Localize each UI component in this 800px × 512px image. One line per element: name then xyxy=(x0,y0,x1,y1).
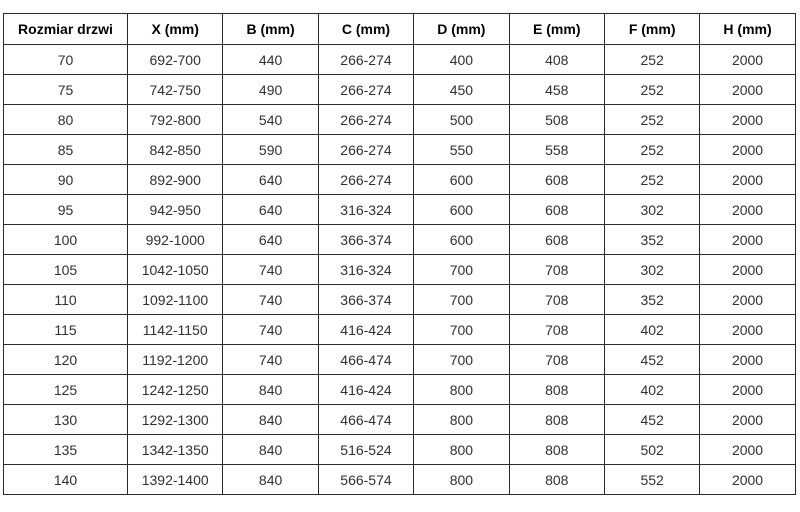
table-row xyxy=(4,105,796,135)
table-cell: 452 xyxy=(604,405,699,435)
table-cell: 302 xyxy=(604,255,699,285)
table-cell: 252 xyxy=(604,75,699,105)
table-cell: 105 xyxy=(4,255,128,285)
table-cell: 130 xyxy=(4,405,128,435)
table-cell: 1042-1050 xyxy=(128,255,223,285)
table-cell: 942-950 xyxy=(128,195,223,225)
table-body xyxy=(4,45,796,495)
column-header: Rozmiar drzwi xyxy=(4,14,128,45)
table-cell: 892-900 xyxy=(128,165,223,195)
table-cell: 840 xyxy=(223,405,318,435)
table-cell: 740 xyxy=(223,345,318,375)
table-cell: 550 xyxy=(414,135,509,165)
table-cell: 90 xyxy=(4,165,128,195)
column-header: C (mm) xyxy=(318,14,413,45)
table-cell: 600 xyxy=(414,165,509,195)
table-cell: 608 xyxy=(509,225,604,255)
table-cell: 1092-1100 xyxy=(128,285,223,315)
table-row xyxy=(4,315,796,345)
table-cell: 840 xyxy=(223,375,318,405)
table-cell: 808 xyxy=(509,465,604,495)
table-cell: 2000 xyxy=(700,105,795,135)
table-cell: 140 xyxy=(4,465,128,495)
table-cell: 125 xyxy=(4,375,128,405)
table-row xyxy=(4,195,796,225)
table-cell: 808 xyxy=(509,435,604,465)
column-header: H (mm) xyxy=(700,14,795,45)
table-cell: 508 xyxy=(509,105,604,135)
size-table xyxy=(3,13,796,495)
table-cell: 608 xyxy=(509,195,604,225)
table-cell: 2000 xyxy=(700,135,795,165)
table-cell: 552 xyxy=(604,465,699,495)
table-cell: 608 xyxy=(509,165,604,195)
table-row xyxy=(4,255,796,285)
table-cell: 692-700 xyxy=(128,45,223,75)
table-cell: 75 xyxy=(4,75,128,105)
table-cell: 402 xyxy=(604,375,699,405)
table-cell: 566-574 xyxy=(318,465,413,495)
table-cell: 302 xyxy=(604,195,699,225)
table-cell: 500 xyxy=(414,105,509,135)
table-cell: 252 xyxy=(604,135,699,165)
table-cell: 842-850 xyxy=(128,135,223,165)
table-header xyxy=(4,14,796,45)
table-cell: 740 xyxy=(223,285,318,315)
table-cell: 502 xyxy=(604,435,699,465)
table-cell: 266-274 xyxy=(318,105,413,135)
table-row xyxy=(4,345,796,375)
table-cell: 352 xyxy=(604,285,699,315)
table-cell: 600 xyxy=(414,195,509,225)
table-cell: 516-524 xyxy=(318,435,413,465)
table-cell: 800 xyxy=(414,465,509,495)
table-cell: 316-324 xyxy=(318,195,413,225)
table-cell: 1142-1150 xyxy=(128,315,223,345)
table-row xyxy=(4,45,796,75)
table-row xyxy=(4,465,796,495)
table-cell: 540 xyxy=(223,105,318,135)
table-cell: 2000 xyxy=(700,225,795,255)
table-cell: 640 xyxy=(223,225,318,255)
table-cell: 100 xyxy=(4,225,128,255)
table-cell: 2000 xyxy=(700,195,795,225)
table-cell: 452 xyxy=(604,345,699,375)
table-cell: 85 xyxy=(4,135,128,165)
table-cell: 1192-1200 xyxy=(128,345,223,375)
table-cell: 266-274 xyxy=(318,75,413,105)
table-cell: 416-424 xyxy=(318,315,413,345)
table-cell: 252 xyxy=(604,165,699,195)
table-cell: 408 xyxy=(509,45,604,75)
table-cell: 2000 xyxy=(700,285,795,315)
table-cell: 252 xyxy=(604,45,699,75)
table-cell: 135 xyxy=(4,435,128,465)
table-cell: 266-274 xyxy=(318,165,413,195)
table-cell: 792-800 xyxy=(128,105,223,135)
table-cell: 1292-1300 xyxy=(128,405,223,435)
table-cell: 640 xyxy=(223,195,318,225)
table-cell: 590 xyxy=(223,135,318,165)
table-cell: 316-324 xyxy=(318,255,413,285)
header-row xyxy=(4,14,796,45)
table-row xyxy=(4,285,796,315)
table-cell: 466-474 xyxy=(318,405,413,435)
table-row xyxy=(4,375,796,405)
table-row xyxy=(4,165,796,195)
table-cell: 110 xyxy=(4,285,128,315)
table-cell: 840 xyxy=(223,435,318,465)
table-cell: 2000 xyxy=(700,405,795,435)
table-cell: 2000 xyxy=(700,255,795,285)
table-cell: 708 xyxy=(509,255,604,285)
table-cell: 416-424 xyxy=(318,375,413,405)
table-cell: 458 xyxy=(509,75,604,105)
table-cell: 450 xyxy=(414,75,509,105)
table-cell: 740 xyxy=(223,315,318,345)
table-cell: 800 xyxy=(414,375,509,405)
column-header: B (mm) xyxy=(223,14,318,45)
table-cell: 400 xyxy=(414,45,509,75)
table-cell: 640 xyxy=(223,165,318,195)
table-cell: 742-750 xyxy=(128,75,223,105)
table-cell: 120 xyxy=(4,345,128,375)
table-cell: 1392-1400 xyxy=(128,465,223,495)
table-cell: 840 xyxy=(223,465,318,495)
table-row xyxy=(4,135,796,165)
table-cell: 700 xyxy=(414,345,509,375)
table-cell: 700 xyxy=(414,315,509,345)
table-cell: 1342-1350 xyxy=(128,435,223,465)
table-cell: 800 xyxy=(414,435,509,465)
table-cell: 266-274 xyxy=(318,45,413,75)
table-row xyxy=(4,435,796,465)
table-cell: 2000 xyxy=(700,45,795,75)
table-cell: 1242-1250 xyxy=(128,375,223,405)
table-cell: 2000 xyxy=(700,465,795,495)
table-cell: 70 xyxy=(4,45,128,75)
column-header: E (mm) xyxy=(509,14,604,45)
table-cell: 466-474 xyxy=(318,345,413,375)
table-cell: 700 xyxy=(414,255,509,285)
table-cell: 366-374 xyxy=(318,285,413,315)
table-cell: 992-1000 xyxy=(128,225,223,255)
size-table-container xyxy=(3,13,795,495)
table-cell: 115 xyxy=(4,315,128,345)
table-cell: 2000 xyxy=(700,345,795,375)
table-cell: 266-274 xyxy=(318,135,413,165)
column-header: D (mm) xyxy=(414,14,509,45)
table-cell: 366-374 xyxy=(318,225,413,255)
table-row xyxy=(4,405,796,435)
table-cell: 808 xyxy=(509,375,604,405)
table-cell: 2000 xyxy=(700,435,795,465)
table-cell: 558 xyxy=(509,135,604,165)
table-cell: 440 xyxy=(223,45,318,75)
table-cell: 2000 xyxy=(700,375,795,405)
table-cell: 708 xyxy=(509,345,604,375)
table-cell: 252 xyxy=(604,105,699,135)
table-cell: 800 xyxy=(414,405,509,435)
table-cell: 600 xyxy=(414,225,509,255)
table-cell: 402 xyxy=(604,315,699,345)
table-cell: 490 xyxy=(223,75,318,105)
table-cell: 95 xyxy=(4,195,128,225)
table-cell: 80 xyxy=(4,105,128,135)
table-row xyxy=(4,75,796,105)
table-row xyxy=(4,225,796,255)
column-header: F (mm) xyxy=(604,14,699,45)
table-cell: 708 xyxy=(509,285,604,315)
table-cell: 740 xyxy=(223,255,318,285)
table-cell: 352 xyxy=(604,225,699,255)
column-header: X (mm) xyxy=(128,14,223,45)
table-cell: 2000 xyxy=(700,75,795,105)
table-cell: 700 xyxy=(414,285,509,315)
table-cell: 708 xyxy=(509,315,604,345)
table-cell: 2000 xyxy=(700,315,795,345)
table-cell: 2000 xyxy=(700,165,795,195)
table-cell: 808 xyxy=(509,405,604,435)
